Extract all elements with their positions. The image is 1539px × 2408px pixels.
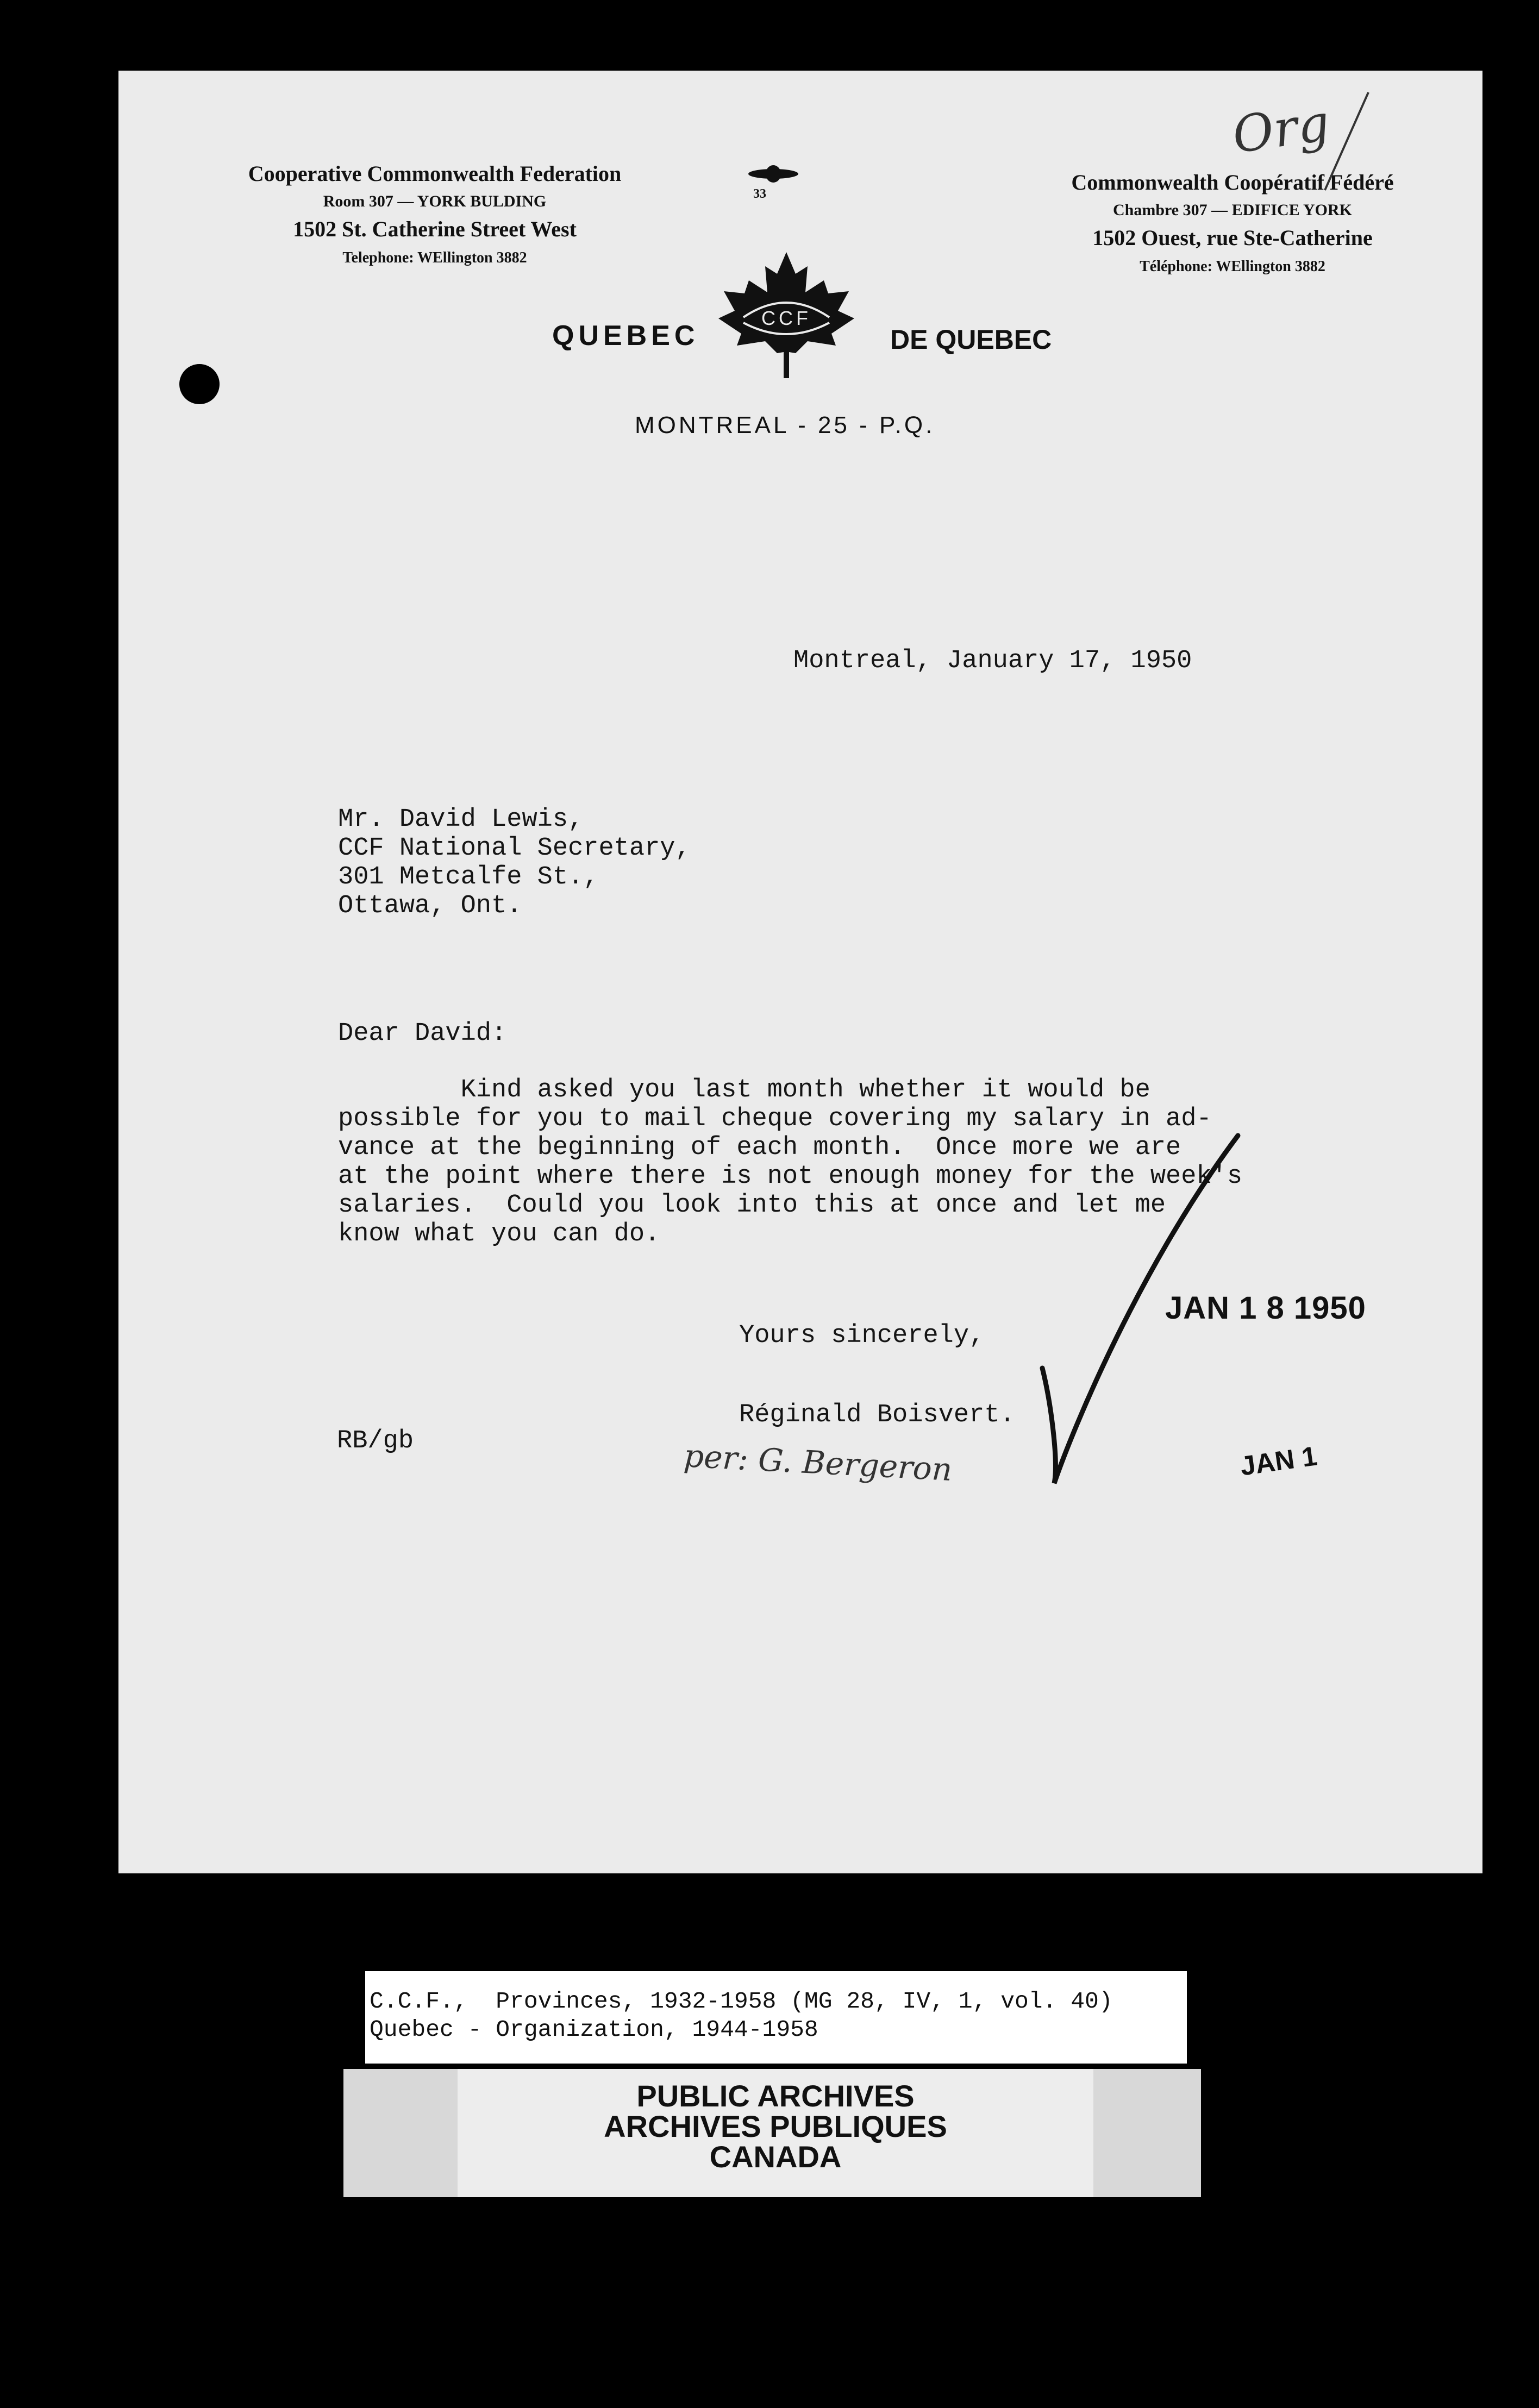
typist-initials: RB/gb bbox=[337, 1427, 414, 1456]
address-line: Mr. David Lewis, bbox=[338, 805, 584, 834]
body-line: vance at the beginning of each month. Once more we are bbox=[338, 1133, 1181, 1162]
address-line: CCF National Secretary, bbox=[338, 834, 691, 863]
archives-stamp-line: ARCHIVES PUBLIQUES bbox=[604, 2109, 947, 2143]
body-line: salaries. Could you look into this at once and let me bbox=[338, 1191, 1166, 1220]
letterhead-org-name-fr: Commonwealth Coopératif Fédéré bbox=[1071, 170, 1394, 195]
address-line: 301 Metcalfe St., bbox=[338, 863, 599, 892]
letter-date: Montreal, January 17, 1950 bbox=[793, 647, 1192, 675]
letterhead-telephone-fr: Téléphone: WEllington 3882 bbox=[1140, 258, 1325, 275]
handwritten-corner-note: Org bbox=[1229, 93, 1333, 165]
page-number: 33 bbox=[753, 187, 766, 201]
letterhead-room-fr: Chambre 307 — EDIFICE YORK bbox=[1112, 201, 1353, 219]
handwritten-signature: per: G. Bergeron bbox=[683, 1437, 953, 1488]
letterhead-quebec: QUEBEC bbox=[552, 320, 699, 352]
archive-reference-label bbox=[365, 1971, 1187, 2064]
letterhead-street: 1502 St. Catherine Street West bbox=[293, 217, 577, 241]
checkmark-icon bbox=[118, 71, 1482, 1873]
closing: Yours sincerely, bbox=[739, 1321, 985, 1350]
received-date-stamp: JAN 1 8 1950 bbox=[1165, 1290, 1366, 1326]
letterhead-telephone: Telephone: WEllington 3882 bbox=[342, 249, 527, 266]
body-line: know what you can do. bbox=[338, 1220, 660, 1249]
body-line: possible for you to mail cheque covering my salary in ad- bbox=[338, 1105, 1212, 1133]
salutation: Dear David: bbox=[338, 1019, 507, 1048]
letter-page bbox=[118, 71, 1482, 1873]
archives-stamp-line: PUBLIC ARCHIVES bbox=[636, 2079, 915, 2113]
letterhead-de-quebec: DE QUEBEC bbox=[890, 324, 1052, 355]
archive-reference-line: C.C.F., Provinces, 1932-1958 (MG 28, IV, 1, vol. 40) bbox=[370, 1988, 1113, 2015]
typed-signature: Réginald Boisvert. bbox=[739, 1401, 1015, 1429]
address-line: Ottawa, Ont. bbox=[338, 892, 522, 920]
letterhead-room: Room 307 — YORK BULDING bbox=[323, 192, 547, 210]
body-line: at the point where there is not enough money for the week's bbox=[338, 1162, 1243, 1191]
letterhead-city: MONTREAL - 25 - P.Q. bbox=[635, 412, 935, 438]
logo-text: CCF bbox=[761, 307, 811, 329]
archives-stamp-panel bbox=[458, 2069, 1093, 2197]
archive-reference-line: Quebec - Organization, 1944-1958 bbox=[370, 2016, 818, 2043]
letterhead-org-name: Cooperative Commonwealth Federation bbox=[248, 161, 622, 186]
body-line: Kind asked you last month whether it would be bbox=[338, 1076, 1150, 1105]
received-date-stamp-partial: JAN 1 bbox=[1238, 1440, 1319, 1482]
archives-stamp-line: CANADA bbox=[709, 2140, 842, 2174]
archives-stamp-strip bbox=[343, 2069, 1201, 2197]
letterhead-street-fr: 1502 Ouest, rue Ste-Catherine bbox=[1092, 225, 1373, 250]
archives-stamp bbox=[458, 2081, 1093, 2172]
